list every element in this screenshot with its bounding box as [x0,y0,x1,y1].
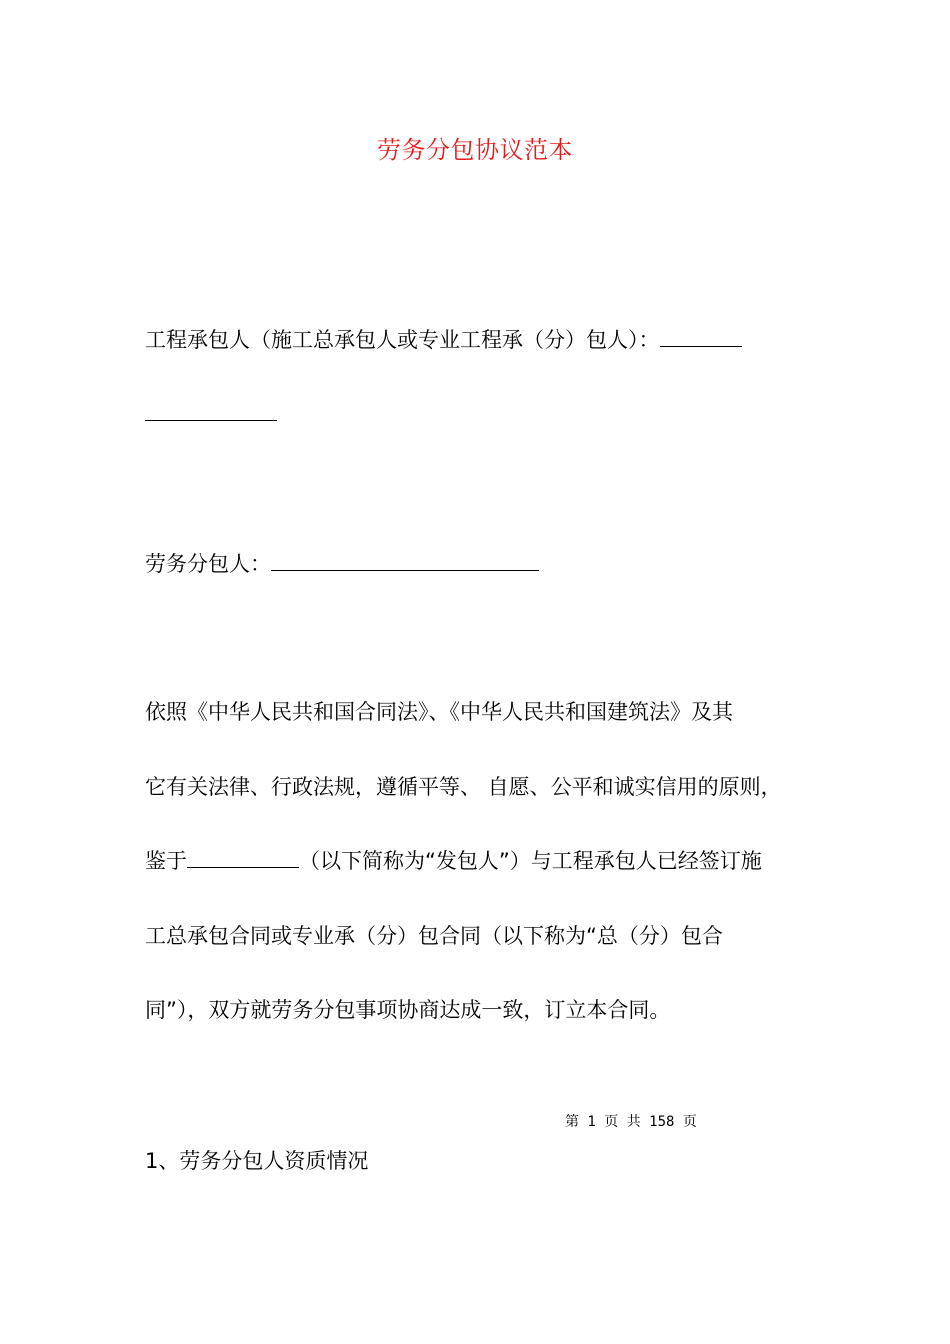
subcontractor-blank [271,548,539,571]
paragraph-line-5: 同”），双方就劳务分包事项协商达成一致，订立本合同。 [145,998,671,1022]
paragraph-line-1: 依照《中华人民共和国合同法》、《中华人民共和国建筑法》及其 [145,700,733,724]
section-1-heading: 1、劳务分包人资质情况 [145,1149,369,1173]
contractor-line [145,322,742,358]
contractor-line-cont [145,396,277,432]
page-footer: 第 1 页 共 158 页 [565,1114,697,1130]
subcontractor-line [145,546,539,582]
document-title: 劳务分包协议范本 [377,136,573,164]
paragraph-line-4: 工总承包合同或专业承（分）包合同（以下称为“总（分）包合 [145,924,723,948]
contractor-blank-2 [145,398,277,421]
paragraph-line-3-post: （以下简称为“发包人”）与工程承包人已经签订施 [299,849,762,873]
subcontractor-label: 劳务分包人： [145,552,271,576]
contractor-blank-1 [660,324,742,347]
paragraph-line-2: 它有关法律、行政法规，遵循平等、 自愿、公平和诚实信用的原则， [145,775,782,799]
paragraph-line-3 [145,843,762,879]
employer-blank [187,845,299,868]
contractor-label: 工程承包人（施工总承包人或专业工程承（分）包人）： [145,328,660,352]
paragraph-line-3-pre: 鉴于 [145,849,187,873]
